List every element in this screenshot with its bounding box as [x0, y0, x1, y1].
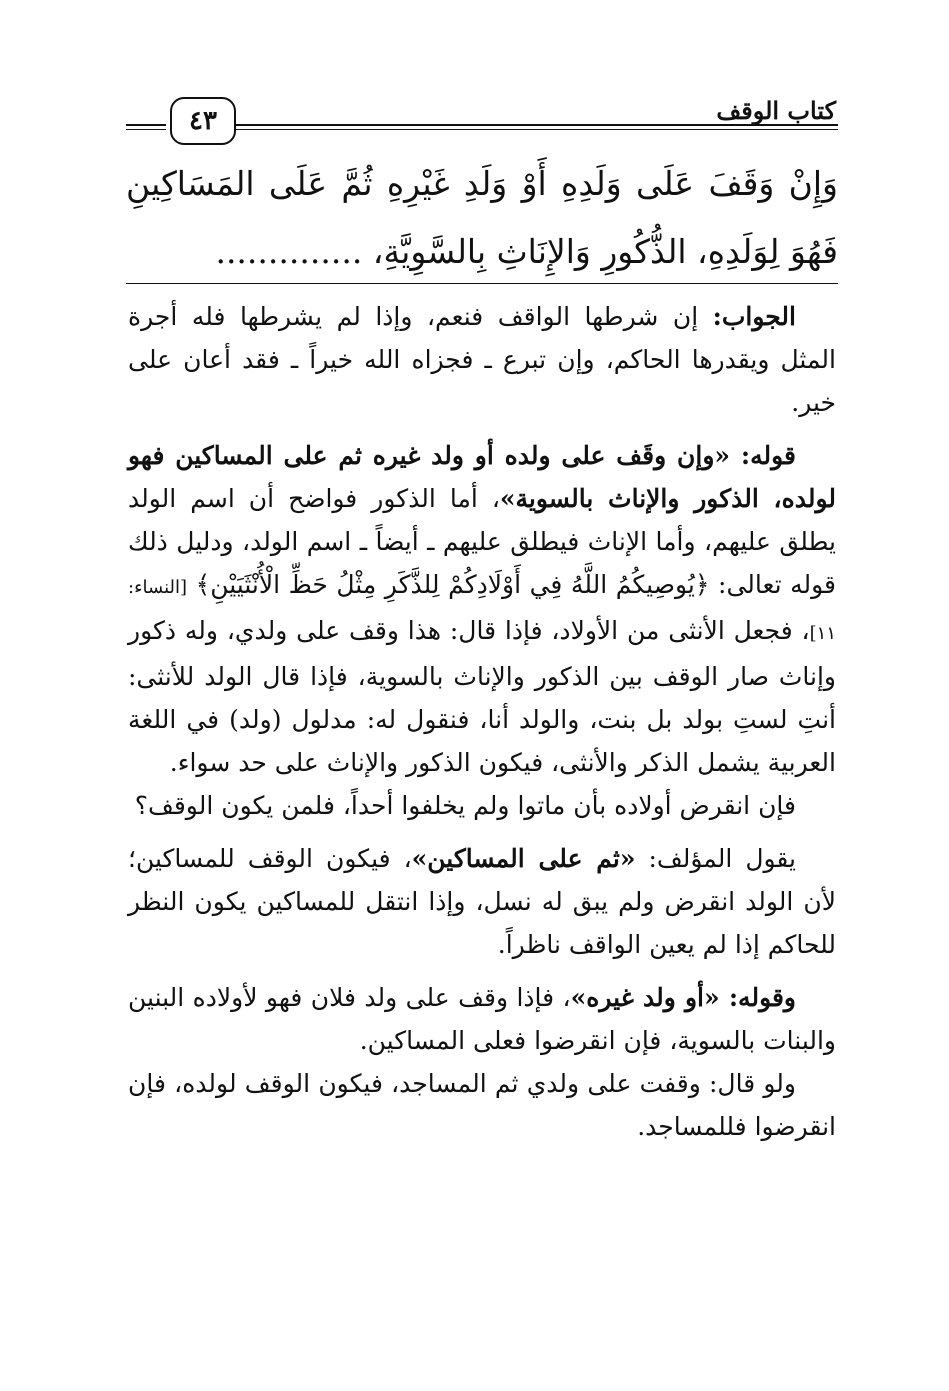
matn-text: وَإِنْ وَقَفَ عَلَى وَلَدِهِ أَوْ وَلَدِ غَيْرِهِ ثُمَّ عَلَى المَسَاكِينِ فَهُوَ لِوَلَدِهِ، الذُّكُورِ وَالإِنَاثِ بِالسَّوِيَّةِ، .............. [126, 164, 838, 271]
paragraph-quote-1 [128, 434, 836, 784]
paragraph-final [128, 1062, 836, 1148]
header-rule [236, 124, 838, 130]
header-rule-left [126, 124, 166, 130]
paragraph-text-continued: ، فجعل الأنثى من الأولاد، فإذا قال: هذا وقف على ولدي، وله ذكور وإناث صار الوقف بين الذكور والإناث بالسوية، فإذا قال الولد للأنثى: أنتِ لستِ بولد بل بنت، والولد أنا، فنقول له: مدلول (ولد) في اللغة العربية يشمل الذكر والأنثى، فيكون الذكور والإناث على حد سواء. [128, 616, 836, 777]
paragraph-question [128, 784, 836, 827]
matn-divider [126, 283, 838, 284]
paragraph-text: ، أما الذكور فواضح أن اسم الولد يطلق عليهم، وأما الإناث فيطلق عليهم ـ أيضاً ـ اسم الولد، ودليل ذلك قوله تعالى: ﴿يُوصِيكُمُ اللَّهُ فِي أَوْلَادِكُمْ لِلذَّكَرِ مِثْلُ حَظِّ الْأُنْثَيَيْنِ﴾ [128, 484, 836, 599]
commentary [128, 295, 836, 1148]
paragraph-lead: الجواب: [712, 302, 796, 331]
paragraph-text: إن شرطها الواقف فنعم، وإذا لم يشرطها فله أجرة المثل ويقدرها الحاكم، وإن تبرع ـ فجزاه الله خيراً ـ فقد أعان على خير. [128, 302, 836, 417]
paragraph-lead: «ثم على المساكين» [411, 844, 636, 873]
page-number: ٤٣ [170, 97, 236, 145]
paragraph-lead: قوله: «وإن وقَف على ولده أو ولد غيره ثم على المساكين فهو لولده، الذكور والإناث بالسوية» [128, 441, 836, 513]
paragraph-answer [128, 295, 836, 424]
page-header [126, 94, 838, 146]
paragraph-lead: وقوله: «أو ولد غيره» [570, 983, 797, 1012]
paragraph-quote-2 [128, 976, 836, 1062]
paragraph-text: ، فيكون الوقف للمساكين؛ لأن الولد انقرض ولم يبق له نسل، وإذا انتقل للمساكين يكون النظر للحاكم إذا لم يعين الواقف ناظراً. [128, 844, 836, 959]
paragraph-text: ، فإذا وقف على ولد فلان فهو لأولاده البنين والبنات بالسوية، فإن انقرضوا فعلى المساكين. [128, 983, 836, 1055]
paragraph-prefix: يقول المؤلف: [635, 844, 797, 873]
book-title: كتاب الوقف [716, 96, 836, 125]
paragraph-text: فإن انقرض أولاده بأن ماتوا ولم يخلفوا أحداً، فلمن يكون الوقف؟ [134, 791, 796, 820]
paragraph-text: ولو قال: وقفت على ولدي ثم المساجد، فيكون الوقف لولده، فإن انقرضوا فللمساجد. [128, 1069, 836, 1141]
quran-reference: [النساء: ١١] [128, 577, 836, 644]
paragraph-author [128, 837, 836, 966]
